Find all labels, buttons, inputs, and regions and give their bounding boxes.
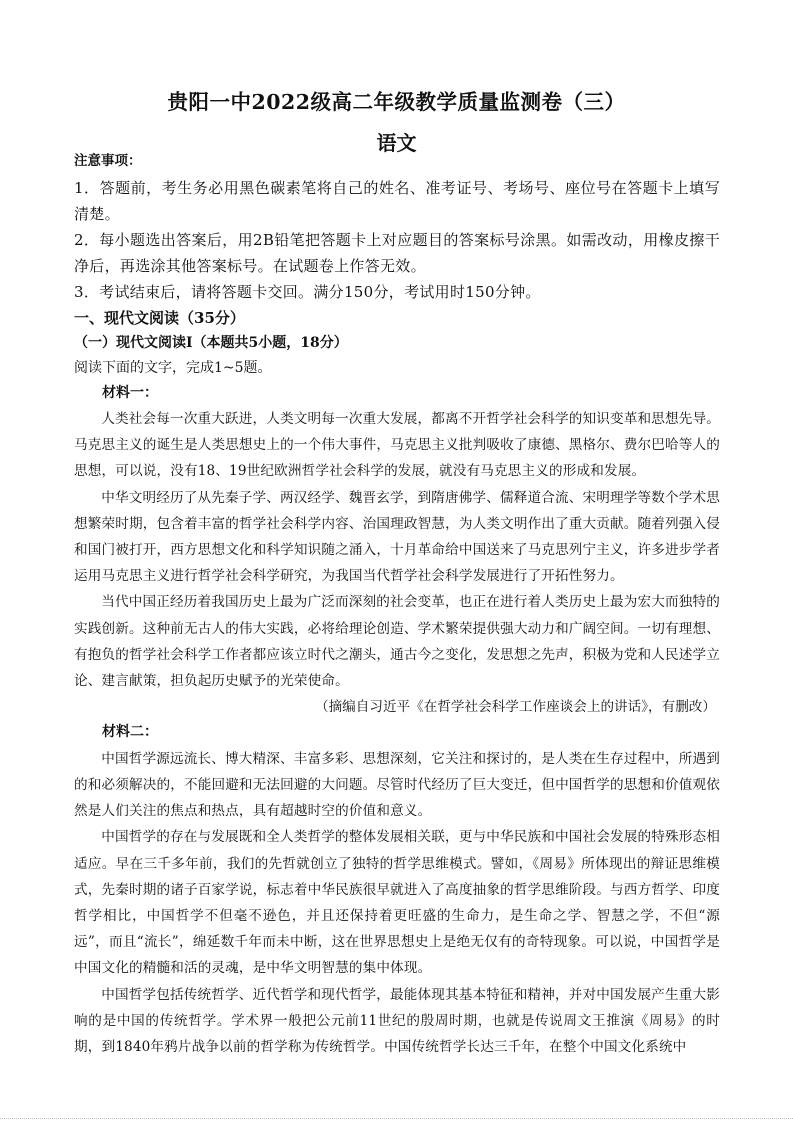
exam-body [74,147,720,1060]
notice-heading: 注意事项： [74,153,142,169]
subject-title: 语文 [376,131,417,155]
material-2-label: 材料二： [102,724,158,741]
material-2-paragraph: 中国哲学包括传统哲学、近代哲学和现代哲学，最能体现其基本特征和精神，并对中国发展产生重大影响的是中国的传统哲学。学术界一般把公元前11世纪的殷周时期，也就是传说周文王推演《周易》的时期，到1840年鸦片战争以前的哲学称为传统哲学。中国传统哲学长达三千年，在整个中国文化系统中 [74,986,720,1055]
section-heading: 一、现代文阅读（35分） [74,308,245,327]
exam-title: 贵阳一中2022级高二年级教学质量监测卷（三） [167,90,626,114]
material-1-source: （摘编自习近平《在哲学社会科学工作座谈会上的讲话》，有删改） [314,699,716,716]
section-subheading: （一）现代文阅读Ⅰ（本题共5小题，18分） [74,334,348,351]
notice-item-2: 2．每小题选出答案后，用2B铅笔把答题卡上对应题目的答案标号涂黑。如需改动，用橡皮擦干净后，再选涂其他答案标号。在试题卷上作答无效。 [74,230,720,275]
material-1-paragraph: 人类社会每一次重大跃进，人类文明每一次重大发展，都离不开哲学社会科学的知识变革和思想先导。马克思主义的诞生是人类思想史上的一个伟大事件，马克思主义批判吸收了康德、黑格尔、费尔巴哈等人的思想，可以说，没有18、19世纪欧洲哲学社会科学的发展，就没有马克思主义的形成和发展。 [74,411,720,480]
material-2-paragraph: 中国哲学的存在与发展既和全人类哲学的整体发展相关联，更与中华民族和中国社会发展的特殊形态相适应。早在三千多年前，我们的先哲就创立了独特的哲学思维模式。譬如，《周易》所体现出的辩证思维模式，先秦时期的诸子百家学说，标志着中华民族很早就进入了高度抽象的哲学思维阶段。与西方哲学、印度哲学相比，中国哲学不但毫不逊色，并且还保持着更旺盛的生命力，是生命之学、智慧之学，不但“源远”，而且“流长”，绵延数千年而未中断，这在世界思想史上是绝无仅有的奇特现象。可以说，中国哲学是中国文化的精髓和活的灵魂，是中华文明智慧的集中体现。 [74,829,720,977]
material-1-paragraph: 中华文明经历了从先秦子学、两汉经学、魏晋玄学，到隋唐佛学、儒释道合流、宋明理学等数个学术思想繁荣时期，包含着丰富的哲学社会科学内容、治国理政智慧，为人类文明作出了重大贡献。随着列强入侵和国门被打开，西方思想文化和科学知识随之涌入，十月革命给中国送来了马克思列宁主义，许多进步学者运用马克思主义进行哲学社会科学研究，为我国当代哲学社会科学发展进行了开拓性努力。 [74,489,720,585]
material-2-paragraph: 中国哲学源远流长、博大精深、丰富多彩、思想深刻，它关注和探讨的，是人类在生存过程中，所遇到的和必须解决的，不能回避和无法回避的大问题。尽管时代经历了巨大变迁，但中国哲学的思想和价值观依然是人们关注的焦点和热点，具有超越时空的价值和意义。 [74,750,720,820]
page-bottom-divider [0,1118,793,1119]
reading-instruction: 阅读下面的文字，完成1~5题。 [74,359,272,376]
material-1-label: 材料一： [102,384,158,401]
notice-item-1: 1．答题前，考生务必用黑色碳素笔将自己的姓名、准考证号、考场号、座位号在答题卡上填写清楚。 [74,178,720,223]
material-1-paragraph: 当代中国正经历着我国历史上最为广泛而深刻的社会变革，也正在进行着人类历史上最为宏大而独特的实践创新。这种前无古人的伟大实践，必将给理论创造、学术繁荣提供强大动力和广阔空间。一切有理想、有抱负的哲学社会科学工作者都应该立时代之潮头，通古今之变化，发思想之先声，积极为党和人民述学立论、建言献策，担负起历史赋予的光荣使命。 [74,594,720,690]
notice-item-3: 3．考试结束后，请将答题卡交回。满分150分，考试用时150分钟。 [74,282,541,301]
